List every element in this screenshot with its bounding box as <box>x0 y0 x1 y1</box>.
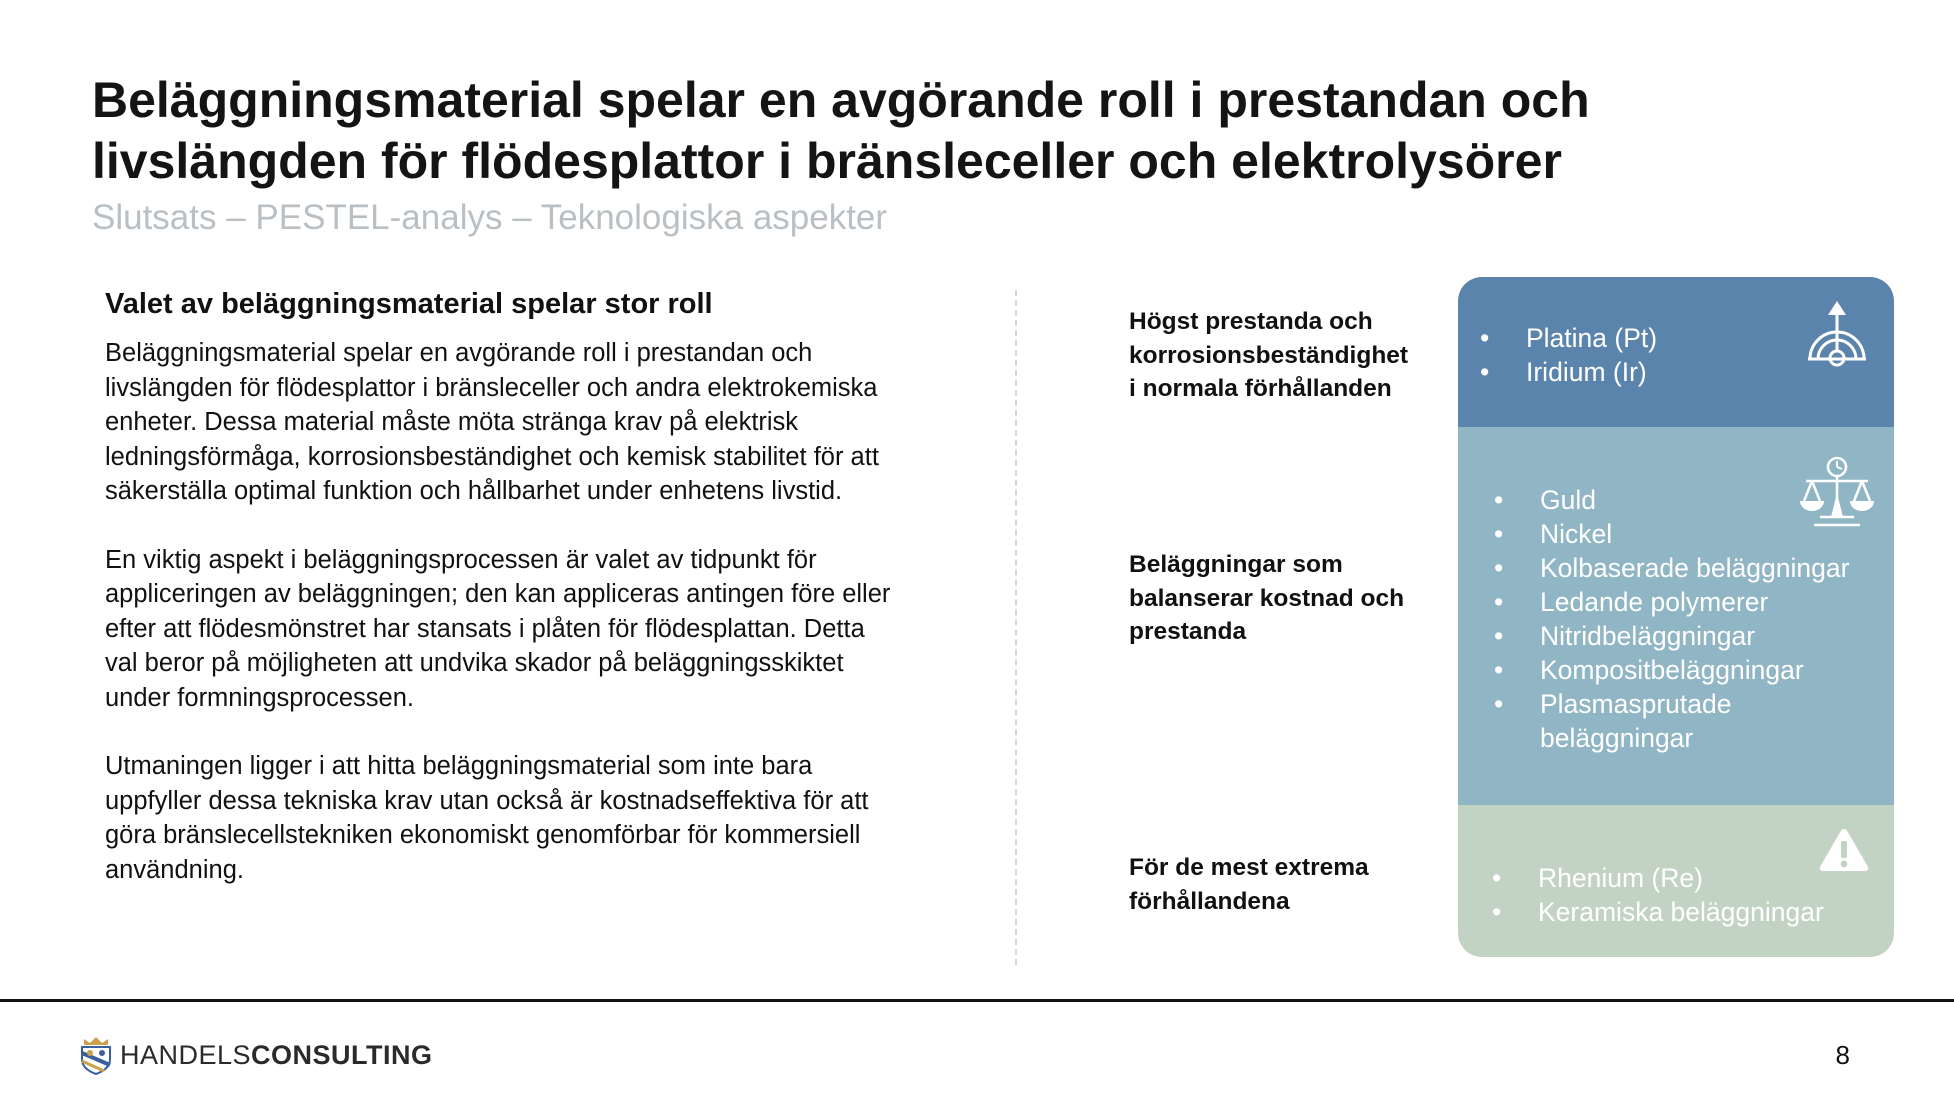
paragraph-line: livslängden för flödesplattor i bränsleceller och andra elektrokemiska <box>105 373 878 402</box>
paragraph-line: säkerställa optimal funktion och hållbarhet under enhetens livstid. <box>105 477 843 505</box>
left-text-column <box>105 284 1005 921</box>
paragraph-line: under formningsprocessen. <box>105 683 415 712</box>
body-paragraph <box>105 749 1005 887</box>
list-item: • Kompositbeläggningar <box>1494 653 1849 687</box>
section-heading: Valet av beläggningsmaterial spelar stor roll <box>105 288 713 320</box>
page-title <box>92 70 1792 192</box>
performance-gauge-icon <box>1804 301 1870 371</box>
paragraph-line: uppfyller dessa tekniska krav utan också är kostnadseffektiva för att <box>105 786 869 815</box>
logo-text-light: HANDELS <box>120 1039 252 1070</box>
list-item: • Guld <box>1494 483 1849 517</box>
label-line: förhållandena <box>1129 887 1290 915</box>
column-divider <box>1015 290 1017 965</box>
logo-text-bold: CONSULTING <box>251 1039 433 1070</box>
paragraph-line: Beläggningsmaterial spelar en avgörande roll i prestandan och <box>105 339 813 367</box>
paragraph-line: efter att flödesmönstret har stansats i plåten för flödesplattan. Detta <box>105 614 865 643</box>
body-paragraph <box>105 336 1005 509</box>
category-label-extreme <box>1129 851 1369 918</box>
company-logo <box>78 1033 433 1077</box>
paragraph-line: En viktig aspekt i beläggningsprocessen är valet av tidpunkt för <box>105 545 817 574</box>
paragraph-line: appliceringen av beläggningen; den kan appliceras antingen före eller <box>105 580 891 608</box>
label-line: Beläggningar som <box>1129 551 1343 578</box>
body-paragraph <box>105 543 1005 716</box>
label-line: För de mest extrema <box>1129 854 1369 881</box>
list-item: • Iridium (Ir) <box>1480 355 1657 389</box>
category-block-extreme <box>1458 805 1894 957</box>
label-line: i normala förhållanden <box>1129 375 1392 402</box>
material-list <box>1492 861 1824 929</box>
label-line: balanserar kostnad och <box>1129 584 1405 612</box>
paragraph-line: göra bränslecellstekniken ekonomiskt genomförbar för kommersiell <box>105 821 861 849</box>
crest-icon <box>78 1035 114 1075</box>
paragraph-line: ledningsförmåga, korrosionsbeständighet och kemisk stabilitet för att <box>105 442 879 471</box>
list-item: • Nitridbeläggningar <box>1494 619 1849 653</box>
list-item-line: • Plasmasprutade <box>1540 689 1732 719</box>
paragraph-line: val beror på möjligheten att undvika skador på beläggningsskiktet <box>105 649 844 677</box>
page-subtitle: Slutsats – PESTEL-analys – Teknologiska aspekter <box>92 198 888 237</box>
category-block-balance <box>1458 427 1894 805</box>
material-list <box>1494 483 1849 755</box>
balance-scale-icon <box>1798 455 1876 529</box>
list-item: • Kolbaserade beläggningar <box>1494 551 1849 585</box>
list-item <box>1494 687 1849 755</box>
page-title-line: livslängden för flödesplattor i bränsleceller och elektrolysörer <box>92 133 1562 189</box>
logo-wordmark <box>120 1040 433 1071</box>
category-label-performance <box>1129 305 1408 406</box>
list-item: • Nickel <box>1494 517 1849 551</box>
label-line: korrosionsbeständighet <box>1129 341 1409 369</box>
paragraph-line: användning. <box>105 855 244 884</box>
footer-divider <box>0 999 1954 1002</box>
paragraph-line: Utmaningen ligger i att hitta beläggningsmaterial som inte bara <box>105 752 813 780</box>
page-number: 8 <box>1835 1040 1850 1070</box>
material-list <box>1480 321 1657 389</box>
list-item: • Platina (Pt) <box>1480 321 1657 355</box>
material-category-stack <box>1458 277 1894 957</box>
category-label-balance <box>1129 548 1404 649</box>
warning-icon <box>1818 827 1870 873</box>
list-item: • Rhenium (Re) <box>1492 861 1824 895</box>
label-line: prestanda <box>1129 618 1247 645</box>
category-block-performance <box>1458 277 1894 427</box>
label-line: Högst prestanda och <box>1129 308 1373 335</box>
list-item-line: beläggningar <box>1540 723 1694 753</box>
paragraph-line: enheter. Dessa material måste möta stränga krav på elektrisk <box>105 408 799 436</box>
list-item: • Ledande polymerer <box>1494 585 1849 619</box>
list-item: • Keramiska beläggningar <box>1492 895 1824 929</box>
page-title-line: Beläggningsmaterial spelar en avgörande roll i prestandan och <box>92 72 1590 128</box>
